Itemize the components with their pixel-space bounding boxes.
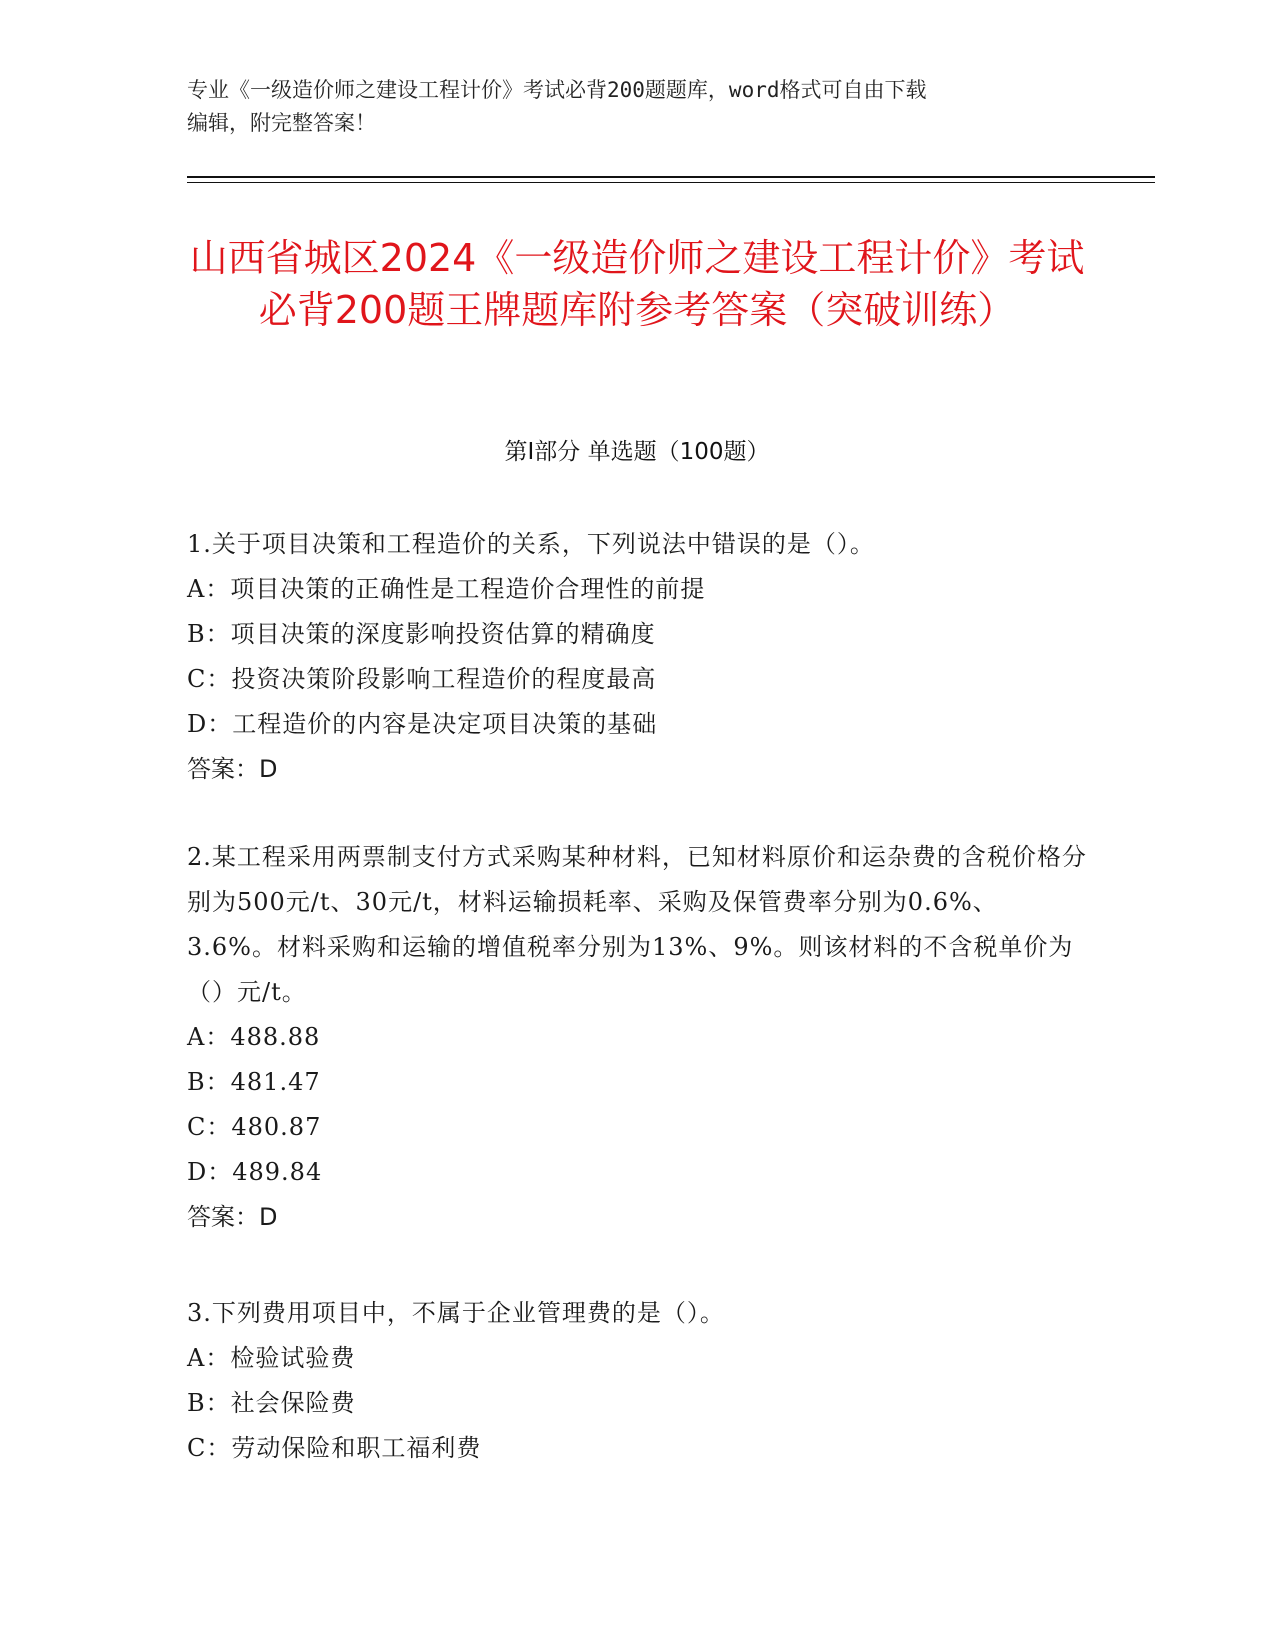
question-3 bbox=[187, 1291, 1087, 1471]
header-note-line-1: 专业《一级造价师之建设工程计价》考试必背200题题库，word格式可自由下载 bbox=[187, 78, 927, 102]
option-d: D：工程造价的内容是决定项目决策的基础 bbox=[187, 710, 658, 738]
option-b: B：社会保险费 bbox=[187, 1389, 356, 1417]
header-divider-thin bbox=[187, 182, 1155, 183]
option-d: D：489.84 bbox=[187, 1158, 323, 1186]
option-a: A：检验试验费 bbox=[187, 1344, 356, 1372]
answer: 答案：D bbox=[187, 1203, 278, 1231]
option-a: A：488.88 bbox=[187, 1023, 321, 1051]
document-title: 山西省城区2024《一级造价师之建设工程计价》考试必背200题王牌题库附参考答案（突破训练） bbox=[189, 236, 1085, 332]
option-b: B：481.47 bbox=[187, 1068, 321, 1096]
header-note-line-2: 编辑，附完整答案！ bbox=[187, 111, 376, 135]
option-c: C：投资决策阶段影响工程造价的程度最高 bbox=[187, 665, 657, 693]
option-c: C：480.87 bbox=[187, 1113, 322, 1141]
question-stem: 1.关于项目决策和工程造价的关系，下列说法中错误的是（）。 bbox=[187, 530, 875, 558]
header-note bbox=[187, 74, 1067, 140]
option-a: A：项目决策的正确性是工程造价合理性的前提 bbox=[187, 575, 706, 603]
header-divider-thick bbox=[187, 176, 1155, 178]
option-c: C：劳动保险和职工福利费 bbox=[187, 1434, 482, 1462]
answer: 答案：D bbox=[187, 755, 278, 783]
question-stem: 2.某工程采用两票制支付方式采购某种材料，已知材料原价和运杂费的含税价格分别为500元/t、30元/t，材料运输损耗率、采购及保管费率分别为0.6%、3.6%。材料采购和运输的增值税率分别为13%、9%。则该材料的不含税单价为（）元/t。 bbox=[187, 843, 1087, 1006]
question-stem: 3.下列费用项目中，不属于企业管理费的是（）。 bbox=[187, 1299, 725, 1327]
question-1 bbox=[187, 522, 1087, 792]
section-title: 第Ⅰ部分 单选题（100题） bbox=[504, 439, 770, 465]
option-b: B：项目决策的深度影响投资估算的精确度 bbox=[187, 620, 656, 648]
question-2 bbox=[187, 835, 1087, 1240]
